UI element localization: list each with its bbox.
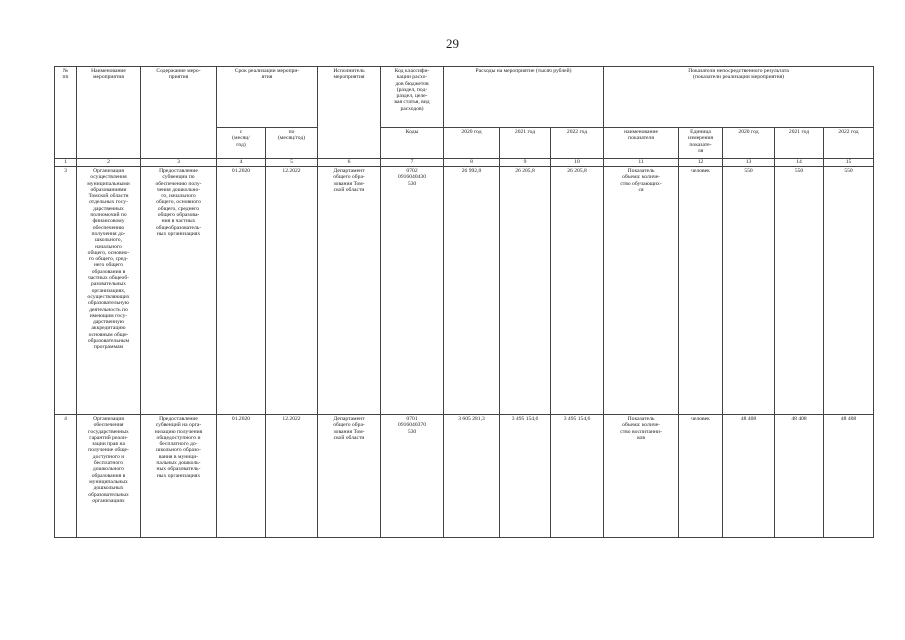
header-indicator-2022: 2022 год xyxy=(824,128,874,159)
header-indicator-name: наименование показателя xyxy=(604,128,679,159)
row-indicator-2022: 48 408 xyxy=(824,415,874,538)
row-unit: человек xyxy=(679,167,723,415)
row-indicator-2020: 48 408 xyxy=(723,415,775,538)
row-name: Организация обеспечения государственных гарантий реали- зации прав на получение обще- доступного и бесплатного дошкольного образования в муниципальных дошкольных образовательных организациях xyxy=(77,415,141,538)
row-indicator-2022: 550 xyxy=(824,167,874,415)
row-unit: человек xyxy=(679,415,723,538)
row-expense-2020: 26 992,0 xyxy=(444,167,500,415)
column-number: 13 xyxy=(723,159,775,167)
header-indicators: Показатели непосредственного результата (показатели реализации мероприятия) xyxy=(604,67,874,128)
header-to: по (месяц/год) xyxy=(266,128,318,159)
header-name: Наименование мероприятия xyxy=(77,67,141,159)
row-executor: Департамент общего обра- зования Том- ской области xyxy=(318,167,381,415)
column-number: 7 xyxy=(381,159,444,167)
row-expense-2021: 26 205,8 xyxy=(500,167,551,415)
header-indicator-2021: 2021 год xyxy=(775,128,824,159)
column-number: 4 xyxy=(217,159,266,167)
column-number: 5 xyxy=(266,159,318,167)
row-content: Предоставление субвенции по обеспечению полу- чения дошкольно- го, начального общего, основного общего, среднего общего образова- ния в частных общеобразователь- ных организациях xyxy=(141,167,217,415)
header-expense-2021: 2021 год xyxy=(500,128,551,159)
activities-table xyxy=(54,66,874,538)
column-number: 3 xyxy=(141,159,217,167)
column-number: 10 xyxy=(551,159,604,167)
header-codes: Коды xyxy=(381,128,444,159)
column-number: 6 xyxy=(318,159,381,167)
table-row xyxy=(55,415,874,538)
row-num: 3 xyxy=(55,167,77,415)
row-num: 4 xyxy=(55,415,77,538)
header-indicator-2020: 2020 год xyxy=(723,128,775,159)
header-executor: Исполнитель мероприятия xyxy=(318,67,381,159)
header-expenses: Расходы на мероприятие (тысяч рублей) xyxy=(444,67,604,128)
header-period: Срок реализации меропри- ятия xyxy=(217,67,318,128)
row-indicator-2020: 550 xyxy=(723,167,775,415)
row-name: Организация осуществления муниципальными образованиями Томской области отдельных госу- дарственных полномочий по финансовому обеспечению получения до- школьного, начального общего, основно- го общего, сред- него общего образования в частных общеоб- разовательных организациях, осуществляющих образовательную деятельность по имеющим госу- дарственную аккредитацию основным обще- образовательным программам xyxy=(77,167,141,415)
table-row xyxy=(55,167,874,415)
column-number: 15 xyxy=(824,159,874,167)
column-number: 14 xyxy=(775,159,824,167)
row-indicator-name: Показатель объема: количе- ство воспитанни- ков xyxy=(604,415,679,538)
column-number: 2 xyxy=(77,159,141,167)
column-number: 1 xyxy=(55,159,77,167)
page-number: 29 xyxy=(446,36,459,51)
row-code: 0702 0916040430 530 xyxy=(381,167,444,415)
row-expense-2022: 3 495 154,6 xyxy=(551,415,604,538)
header-num: № пп xyxy=(55,67,77,159)
column-number: 11 xyxy=(604,159,679,167)
header-row xyxy=(55,67,874,128)
header-expense-2020: 2020 год xyxy=(444,128,500,159)
header-code: Код классифи- кации расхо- дов бюджетов (раздел, под- раздел, целе- вая статья, вид расходов) xyxy=(381,67,444,128)
row-indicator-name: Показатель объема: количе- ство обучающих- ся xyxy=(604,167,679,415)
column-number: 12 xyxy=(679,159,723,167)
header-content: Содержание меро- приятия xyxy=(141,67,217,159)
row-to: 12.2022 xyxy=(266,415,318,538)
column-number: 9 xyxy=(500,159,551,167)
header-from: с (месяц/ год) xyxy=(217,128,266,159)
row-content: Предоставление субвенций на орга- низацию получения общедоступного и бесплатного до- школьного образо- вания в муници- пальных дошколь- ных образователь- ных организациях xyxy=(141,415,217,538)
row-expense-2020: 3 605 281,3 xyxy=(444,415,500,538)
row-from: 01.2020 xyxy=(217,415,266,538)
row-code: 0701 0916040370 530 xyxy=(381,415,444,538)
row-executor: Департамент общего обра- зования Том- ской области xyxy=(318,415,381,538)
row-expense-2022: 26 205,8 xyxy=(551,167,604,415)
column-number-row xyxy=(55,159,874,167)
header-expense-2022: 2022 год xyxy=(551,128,604,159)
row-expense-2021: 3 495 154,6 xyxy=(500,415,551,538)
row-from: 01.2020 xyxy=(217,167,266,415)
row-to: 12.2022 xyxy=(266,167,318,415)
row-indicator-2021: 550 xyxy=(775,167,824,415)
header-unit: Единица измерения показате- ля xyxy=(679,128,723,159)
column-number: 8 xyxy=(444,159,500,167)
row-indicator-2021: 48 408 xyxy=(775,415,824,538)
